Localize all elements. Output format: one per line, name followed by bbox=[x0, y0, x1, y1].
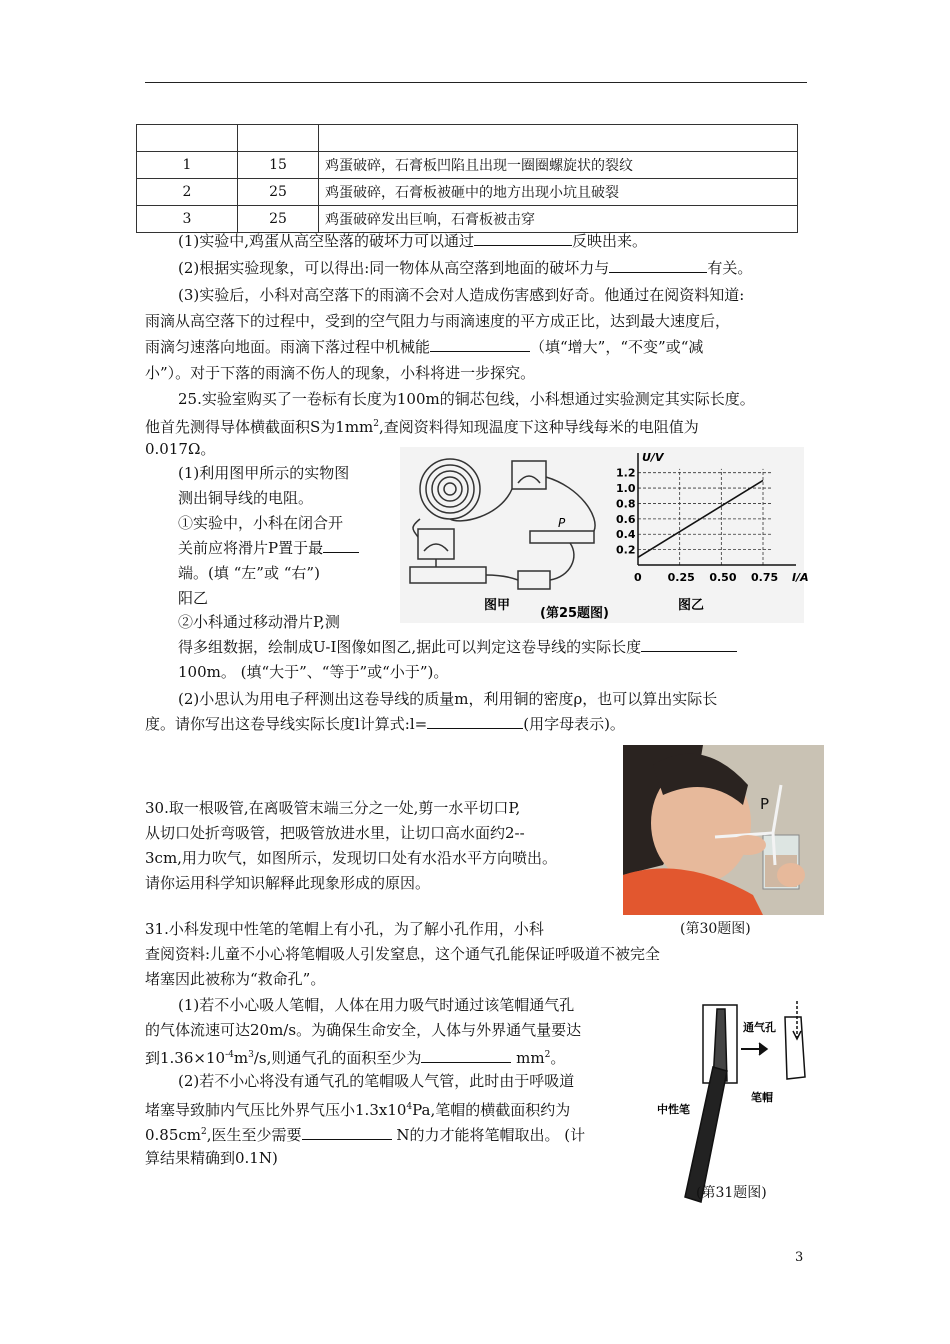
table-cell-height: 25 bbox=[238, 206, 319, 233]
q25-part2-line1: (2)小思认为用电子秤测出这卷导线的质量m，利用铜的密度ρ，也可以算出实际长 bbox=[178, 690, 718, 708]
table-cell-result: 鸡蛋破碎，石膏板被砸中的地方出现小坑且破裂 bbox=[319, 179, 798, 206]
q31-text: /s,则通气孔的面积至少为 bbox=[253, 1049, 422, 1067]
table-cell-no: 3 bbox=[137, 206, 238, 233]
q25-line3: 0.017Ω。 bbox=[145, 440, 216, 458]
q31-text: N的力才能将笔帽取出。 (计 bbox=[396, 1126, 586, 1144]
q25-sub6: 阳乙 bbox=[178, 589, 209, 607]
y-axis-label: U/V bbox=[642, 451, 664, 464]
q25-sub4 bbox=[178, 536, 359, 560]
page-number: 3 bbox=[795, 1250, 804, 1265]
fig31-pen-label: 中性笔 bbox=[657, 1103, 690, 1116]
x-tick-label: 0 bbox=[634, 571, 642, 584]
q31-text: 堵塞导致肺内气压比外界气压小1.3x10 bbox=[145, 1101, 407, 1119]
q31-text: 。 bbox=[550, 1049, 566, 1067]
girl-straw-photo bbox=[623, 745, 824, 915]
q25-sub9: 100m。 (填“大于”、“等于”或“小于”)。 bbox=[178, 663, 449, 681]
q30-line2: 从切口处折弯吸管，把吸管放进水里，让切口高水面约2-- bbox=[145, 824, 525, 842]
superscript: 2 bbox=[544, 1050, 551, 1060]
fig-caption: (第25题图) bbox=[540, 606, 609, 621]
result-table bbox=[136, 124, 798, 233]
q25-sub8-text: 得多组数据，绘制成U-I图像如图乙,据此可以判定这卷导线的实际长度 bbox=[178, 638, 642, 656]
q25-line2 bbox=[145, 412, 699, 439]
q25-sub4-text: 关前应将滑片P置于最 bbox=[178, 539, 324, 557]
ui-chart bbox=[616, 451, 809, 584]
table-header-row bbox=[137, 125, 798, 152]
q31-text: 到1.36×10 bbox=[145, 1049, 226, 1067]
q30-line1: 30.取一根吸管,在离吸管末端三分之一处,剪一水平切口P, bbox=[145, 799, 521, 817]
q24-part2 bbox=[178, 256, 752, 280]
figure-25 bbox=[400, 447, 809, 623]
q31-part2-line4: 算结果精确到0.1N) bbox=[145, 1149, 278, 1167]
q24-part1-text-end: 反映出来。 bbox=[572, 232, 648, 250]
fig31-caption: (第31题图) bbox=[696, 1185, 767, 1201]
answer-blank[interactable] bbox=[427, 712, 523, 729]
y-tick-label: 0.2 bbox=[616, 543, 636, 557]
q24-part1-text: (1)实验中,鸡蛋从高空坠落的破坏力可以通过 bbox=[178, 232, 475, 250]
q31-line1: 31.小科发现中性笔的笔帽上有小孔，为了解小孔作用，小科 bbox=[145, 920, 544, 938]
q31-text: ,医生至少需要 bbox=[206, 1126, 302, 1144]
answer-blank[interactable] bbox=[302, 1123, 392, 1140]
q24-part3-line4: 小”）。对于下落的雨滴不伤人的现象，小科将进一步探究。 bbox=[145, 364, 536, 382]
answer-blank[interactable] bbox=[421, 1046, 511, 1063]
slider-P-label: P bbox=[558, 516, 566, 530]
table-cell-result: 鸡蛋破碎发出巨响，石膏板被击穿 bbox=[319, 206, 798, 233]
table-row bbox=[137, 152, 798, 179]
table-header-cell bbox=[319, 125, 798, 152]
table-cell-height: 25 bbox=[238, 179, 319, 206]
q25-line2-text: 他首先测得导体横截面积S为1mm bbox=[145, 418, 374, 436]
circuit-diagram bbox=[400, 447, 809, 623]
q25-sub8 bbox=[178, 635, 737, 659]
q24-part3-line3 bbox=[145, 335, 703, 359]
q25-sub2: 测出铜导线的电阻。 bbox=[178, 489, 314, 507]
table-cell-no: 1 bbox=[137, 152, 238, 179]
q31-part2-line3 bbox=[145, 1120, 585, 1147]
x-tick-label: 0.50 bbox=[709, 571, 737, 584]
q24-part3-line1: (3)实验后，小科对高空落下的雨滴不会对人造成伤害感到好奇。他通过在阅资料知道: bbox=[178, 286, 745, 304]
table-cell-no: 2 bbox=[137, 179, 238, 206]
q25-part2-line2 bbox=[145, 712, 625, 736]
q31-part1-line2: 的气体流速可达20m/s。为确保生命安全，人体与外界通气量要达 bbox=[145, 1021, 582, 1039]
superscript: 2 bbox=[201, 1127, 207, 1137]
q25-line2-text-end: ,查阅资料得知现温度下这种导线每米的电阻值为 bbox=[379, 418, 699, 436]
answer-blank[interactable] bbox=[609, 256, 707, 273]
superscript: 4 bbox=[406, 1102, 413, 1112]
fig-label-yi: 图乙 bbox=[678, 598, 705, 613]
q24-part2-text: (2)根据实验现象，可以得出:同一物体从高空落到地面的破坏力与 bbox=[178, 259, 610, 277]
superscript: -4 bbox=[225, 1050, 234, 1060]
x-tick-label: 0.75 bbox=[751, 571, 779, 584]
q24-part3-text-end: （填“增大”，“不变”或“减 bbox=[530, 338, 704, 356]
q31-line3: 堵塞因此被称为“救命孔”。 bbox=[145, 970, 326, 988]
y-tick-label: 1.2 bbox=[616, 466, 636, 480]
q31-text: 0.85cm bbox=[145, 1126, 202, 1144]
answer-blank[interactable] bbox=[430, 335, 530, 352]
q24-part3-text: 雨滴匀速落向地面。雨滴下落过程中机械能 bbox=[145, 338, 431, 356]
superscript: 3 bbox=[248, 1050, 254, 1060]
figure-30-photo bbox=[623, 745, 824, 915]
q31-part2-line1: (2)若不小心将没有通气孔的笔帽吸人气管，此时由于呼吸道 bbox=[178, 1072, 575, 1090]
table-header-cell bbox=[238, 125, 319, 152]
x-axis-label: I/A bbox=[792, 571, 809, 584]
q25-sub1: (1)利用图甲所示的实物图 bbox=[178, 464, 350, 482]
superscript: 2 bbox=[373, 419, 380, 429]
x-tick-label: 0.25 bbox=[667, 571, 695, 584]
q31-line2: 查阅资料:儿童不小心将笔帽吸人引发窒息，这个通气孔能保证呼吸道不被完全 bbox=[145, 945, 661, 963]
fig30-caption: (第30题图) bbox=[680, 921, 751, 937]
q25-sub3: ①实验中，小科在闭合开 bbox=[178, 514, 344, 532]
q25-part2-text-end: (用字母表示)。 bbox=[523, 715, 625, 733]
pen-diagram bbox=[655, 997, 807, 1211]
q25-part2-text: 度。请你写出这卷导线实际长度l计算式:l= bbox=[145, 715, 428, 733]
q25-line1: 25.实验室购买了一卷标有长度为100m的铜芯包线，小科想通过实验测定其实际长度。 bbox=[178, 390, 755, 408]
table-row bbox=[137, 179, 798, 206]
answer-blank[interactable] bbox=[641, 635, 737, 652]
q31-text: Pa,笔帽的横截面积约为 bbox=[412, 1101, 571, 1119]
q31-part1-line1: (1)若不小心吸人笔帽，人体在用力吸气时通过该笔帽通气孔 bbox=[178, 996, 575, 1014]
y-tick-label: 0.4 bbox=[616, 528, 636, 542]
table-header-cell bbox=[137, 125, 238, 152]
q25-sub5: 端。(填 “左”或 “右”) bbox=[178, 564, 320, 582]
q31-part1-line3 bbox=[145, 1043, 565, 1070]
table-cell-height: 15 bbox=[238, 152, 319, 179]
fig30-P-label: P bbox=[760, 795, 770, 813]
answer-blank[interactable] bbox=[474, 229, 572, 246]
fig31-vent-label: 通气孔 bbox=[743, 1021, 776, 1034]
y-tick-label: 1.0 bbox=[616, 482, 636, 496]
answer-blank[interactable] bbox=[323, 536, 359, 553]
figure-31 bbox=[655, 997, 807, 1211]
q31-part2-line2 bbox=[145, 1095, 570, 1122]
fig-label-jia: 图甲 bbox=[484, 598, 511, 613]
q31-text: m bbox=[233, 1049, 249, 1067]
header-rule bbox=[145, 82, 807, 83]
q25-sub7: ②小科通过移动滑片P,测 bbox=[178, 613, 340, 631]
table-cell-result: 鸡蛋破碎，石膏板凹陷且出现一圈圈螺旋状的裂纹 bbox=[319, 152, 798, 179]
fig31-cap-label: 笔帽 bbox=[751, 1091, 773, 1104]
q24-part2-text-end: 有关。 bbox=[707, 259, 753, 277]
q24-part1 bbox=[178, 229, 647, 253]
q24-part3-line2: 雨滴从高空落下的过程中，受到的空气阻力与雨滴速度的平方成正比，达到最大速度后， bbox=[145, 312, 731, 330]
q30-line3: 3cm,用力吹气，如图所示，发现切口处有水沿水平方向喷出。 bbox=[145, 849, 557, 867]
q30-line4: 请你运用科学知识解释此现象形成的原因。 bbox=[145, 874, 431, 892]
y-tick-label: 0.8 bbox=[616, 497, 636, 511]
y-tick-label: 0.6 bbox=[616, 512, 636, 526]
q31-text: mm bbox=[516, 1049, 545, 1067]
